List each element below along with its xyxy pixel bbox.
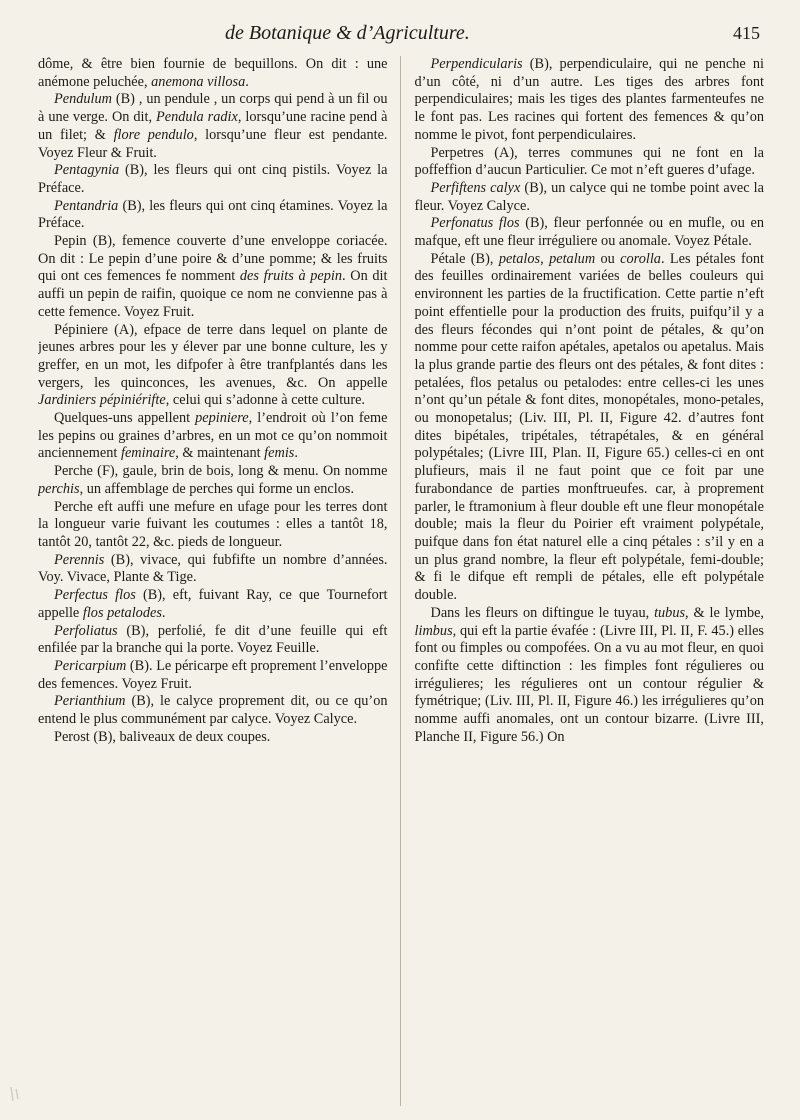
text-run: (B), fleur perfonnée ou en mufle, ou en mafque, eft une fleur irréguliere ou anomale. Voyez Pétale.	[414, 215, 764, 250]
italic-term: feminaire	[120, 445, 176, 462]
italic-term: Pentandria	[54, 197, 119, 214]
text-run: , lorsqu’une racine pend à un filet; &	[38, 109, 388, 143]
italic-term: Pentagynia	[54, 162, 120, 179]
text-run: Quelques-uns appellent	[54, 410, 196, 427]
italic-term: des fruits à pepin	[239, 268, 343, 285]
italic-term: Perfonatus flos	[430, 215, 520, 232]
italic-term: pepiniere	[195, 410, 249, 427]
text-run: (B). Le péricarpe eft proprement l’enveloppe des femences. Voyez Fruit.	[38, 657, 388, 692]
italic-term: flore pendulo	[113, 126, 194, 143]
text-run: (B), un calyce qui ne tombe point avec la fleur. Voyez Calyce.	[414, 179, 764, 214]
text-run: , qui eft la partie évafée : (Livre III, Pl. II, F. 45.) elles font ou fimples ou compofées. On a vu au mot fleur, en quoi confifte cette diftinction : les fimples font régulieres ou irrégulieres; les régulieres ont un contour régulier & fymétrique; (Liv. III, Pl. II, Figure 46.) les irrégulieres qu’on nomme auffi anomales, ont un contour bizarre. (Livre III, Planche II, Figure 56.) On	[414, 622, 764, 745]
text-run: Perche eft auffi une mefure en ufage pour les terres dont la longueur varie fuivant les coutumes : elles a tantôt 18, tantôt 20, tantôt 22, &c. pieds de longueur.	[38, 498, 388, 550]
left_column-paragraph	[38, 587, 388, 622]
text-run: ,	[540, 250, 550, 267]
text-run: , un affemblage de perches qui forme un enclos.	[79, 480, 355, 497]
left_column-paragraph	[38, 463, 388, 498]
left_column-paragraph	[38, 729, 388, 747]
left-column	[38, 56, 400, 1106]
italic-term: Pendulum	[54, 91, 112, 108]
italic-term: Perfiftens calyx	[430, 179, 521, 196]
right-column	[400, 56, 765, 1106]
left_column-paragraph	[38, 658, 388, 693]
italic-term: Perennis	[54, 551, 105, 568]
text-run: , & le lymbe,	[685, 604, 764, 621]
text-run: Dans les fleurs on diftingue le tuyau,	[430, 604, 655, 621]
text-run: Pepin (B), femence couverte d’une enveloppe coriacée. On dit : Le pepin d’une poire & d’une pomme; & les fruits qui ont ces femences fe nomment	[38, 233, 388, 285]
running-title: de Botanique & d’Agriculture.	[225, 21, 470, 44]
left_column-paragraph	[38, 410, 388, 463]
margin-smudge-mark	[8, 1085, 22, 1103]
text-run: . Les pétales font des feuilles ordinairement variées de belles couleurs qui environnent les parties de la fructification. Cette partie n’eft point effentielle pour la production des fruits, puifqu’il y a des fleurs fécondes qui n’ont point de pétales, & qu’on nomme pour cette raifon apétales, apetalos ou apetalus. Mais la plus grande partie des fleurs ont des pétales, & font dites : petalées, flos petalus ou petalodes: entre celles-ci les unes n’ont qu’un pétale & font dites, monopétales, mono-petales, ou monopetalus; (Liv. III, Pl. II, Figure 42. d’autres font dites bipétales, tripétales, tétrapétales, & en général polypétales; (Livre III, Plan. II, Figure 65.) celles-ci en ont plufieurs, mais il ne faut point que ce foit par une furabondance de parties monftrueufes. car, à proprement parler, le ftramonium à fleur double eft une fleur monopétale double; mais la fleur du Poirier eft vraiment polypétale, puifque dans fon état naturel elle a cinq pétales : s’il y en a un plus grand nombre, la fleur eft polypétale, femi-double; & fi le difque eft rempli de pétales, elle eft polypétale double.	[414, 250, 764, 604]
text-run: dôme, & être bien fournie de bequillons. On dit : une anémone peluchée,	[38, 56, 388, 90]
italic-term: flos petalodes	[82, 604, 162, 621]
text-run: Pétale (B),	[430, 250, 499, 267]
left_column-paragraph	[38, 552, 388, 587]
text-run: (B), perpendiculaire, qui ne penche ni d’un côté, ni d’un autre. Les tiges des arbres font perpendiculaires; mais les tiges des plantes farmenteufes ne le font pas. Les racines qui fortent des femences & qu’on nomme le pivot, font perpendiculaires.	[414, 56, 764, 143]
text-run: (B) , un pendule , un corps qui pend à un fil ou à une verge. On dit,	[38, 91, 388, 126]
italic-term: femis	[264, 445, 295, 462]
left_column-paragraph	[38, 162, 388, 197]
text-run: Pépiniere (A), efpace de terre dans lequel on plante de jeunes arbres pour les y élever par une bonne culture, les y greffer, en un mot, les difpofer à être tranfplantés dans les vergers, les quinconces, les avenues, &c. On appelle	[38, 321, 388, 391]
text-run: (B), les fleurs qui ont cinq étamines. Voyez la Préface.	[38, 197, 388, 232]
italic-term: anemona villosa	[151, 73, 246, 90]
left_column-paragraph	[38, 623, 388, 658]
text-run: , l’endroit où l’on feme les pepins ou graines d’arbres, en un mot ce qu’on nommoit anciennement	[38, 410, 388, 462]
text-run: Perost (B), baliveaux de deux coupes.	[54, 728, 271, 745]
italic-term: Perpendicularis	[430, 56, 523, 72]
right_column-paragraph	[415, 56, 765, 145]
left_column-paragraph	[38, 322, 388, 411]
text-run: (B), le calyce proprement dit, ou ce qu’on entend le plus communément par calyce. Voyez Calyce.	[38, 693, 388, 728]
left_column-paragraph	[38, 56, 388, 91]
right_column-paragraph	[415, 215, 765, 250]
text-run: Perche (F), gaule, brin de bois, long & menu. On nomme	[54, 463, 388, 480]
text-run: , celui qui s’adonne à cette culture.	[165, 392, 366, 409]
right_column-paragraph	[415, 251, 765, 605]
italic-term: Perfoliatus	[54, 622, 118, 639]
left_column-paragraph	[38, 693, 388, 728]
italic-term: petalos	[498, 250, 541, 267]
left_column-paragraph	[38, 198, 388, 233]
text-run: (B), perfolié, fe dit d’une feuille qui eft enfilée par la branche qui la porte. Voyez Feuille.	[38, 622, 388, 657]
italic-term: perchis	[38, 480, 80, 497]
right_column-paragraph	[415, 605, 765, 747]
text-run: .	[161, 604, 166, 621]
left_column-paragraph	[38, 233, 388, 322]
left_column-paragraph	[38, 499, 388, 552]
text-run: Perpetres (A), terres communes qui ne font en la poffeffion d’aucun Particulier. Ce mot n’eft gueres d’ufage.	[414, 144, 764, 179]
italic-term: Perianthium	[54, 693, 126, 710]
italic-term: limbus	[414, 622, 453, 639]
text-run: .	[245, 73, 249, 90]
right_column-paragraph	[415, 145, 765, 180]
text-run: , lorsqu’une fleur est pendante. Voyez Fleur & Fruit.	[38, 126, 388, 161]
italic-term: Pendula radix	[156, 109, 238, 126]
left_column-paragraph	[38, 91, 388, 162]
italic-term: tubus	[654, 604, 686, 621]
italic-term: corolla	[620, 250, 661, 267]
right_column-paragraph	[415, 180, 765, 215]
text-run: , & maintenant	[175, 445, 265, 462]
text-run: .	[294, 445, 298, 462]
running-header	[40, 18, 760, 48]
italic-term: petalum	[549, 250, 596, 267]
text-run: (B), eft, fuivant Ray, ce que Tournefort appelle	[38, 587, 388, 621]
text-run: . On dit auffi un pepin de raifin, quoique ce nom ne convienne pas à cette femence. Voyez Fruit.	[38, 268, 388, 320]
italic-term: Jardiniers pépiniérifte	[38, 392, 166, 409]
two-column-body	[38, 56, 764, 1106]
text-run: (B), les fleurs qui ont cinq pistils. Voyez la Préface.	[38, 162, 388, 196]
text-run: ou	[595, 250, 621, 267]
page-number: 415	[733, 22, 760, 43]
italic-term: Pericarpium	[54, 657, 127, 674]
italic-term: Perfectus flos	[54, 587, 136, 604]
text-run: (B), vivace, qui fubfifte un nombre d’années. Voy. Vivace, Plante & Tige.	[38, 551, 388, 586]
